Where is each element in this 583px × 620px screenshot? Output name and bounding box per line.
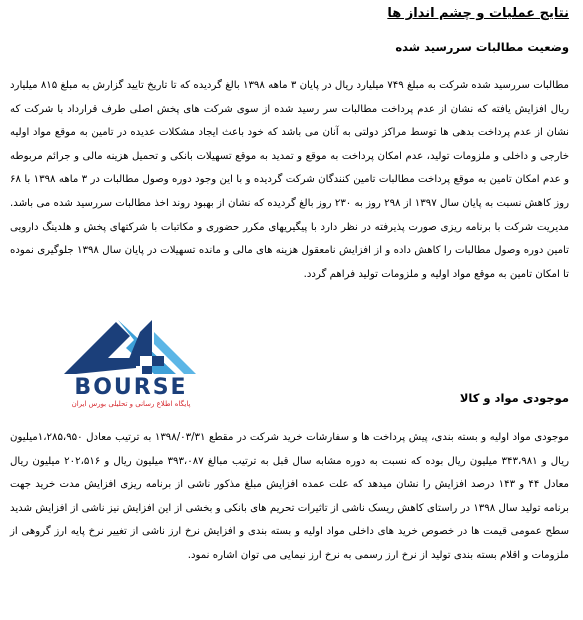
bourse-logo-mark-icon <box>56 312 206 378</box>
section-heading-receivables: وضعیت مطالبات سررسید شده <box>395 40 569 54</box>
section-body-inventory: موجودی مواد اولیه و بسته بندی، پیش پرداخت ها و سفارشات خرید شرکت در مقطع ۱۳۹۸/۰۳/۳۱ به ترتیب معادل ۱،۲۸۵،۹۵۰میلیون ریال و ۳۴۳،۹۸۱ میلیون ریال بوده که نسبت به دوره مشابه سال قبل به ترتیب مبالغ ۳۹۳،۰۸۷ میلیون ریال و ۲۰۲،۵۱۶ میلیون ریال معادل ۴۴ و ۱۴۳ درصد افزایش را نشان میدهد که علت عمده افزایش مبلغ مذکور ناشی از برنامه ریزی افزایش مدت خرید جهت برنامه تولید سال ۱۳۹۸ در راستای کاهش ریسک ناشی از تاثیرات تحریم های بانکی و بخشی از این افزایش نیز ناشی از افزایش شدید سطح عمومی قیمت ها در خصوص خرید های داخلی مواد اولیه و بسته بندی و افزایش نرخ ارز ناشی از تغییر نرخ پایه ارز گروهی از ملزومات و اقلام بسته بندی تولید از نرخ ارز رسمی به نرخ ارز نیمایی می توان اشاره نمود. <box>10 432 569 561</box>
logo-tagline: پایگاه اطلاع رسانی و تحلیلی بورس ایران <box>71 400 191 408</box>
section-body-receivables: مطالبات سررسید شده شرکت به مبلغ ۷۴۹ میلیارد ریال در پایان ۳ ماهه ۱۳۹۸ بالغ گردیده که تا تاریخ تایید گزارش به مبلغ ۸۱۵ میلیارد ریال افزایش یافته که نشان از عدم پرداخت مطالبات سر رسید شده از سوی شرکت های پخش اصلی طرف قرارداد با شرکت که نشان از عدم پرداخت بدهی ها توسط مراکز دولتی به آنان می باشد که خود باعث ایجاد مشکلات عدیده در تامین به موقع مواد اولیه خارجی و داخلی و ملزومات تولید، عدم امکان پرداخت به موقع و تمدید به موقع تسهیلات بانکی و تحمیل هزینه مالی و جرائم مربوطه و عدم امکان تامین به موقع پرداخت مطالبات تامین کنندگان شرکت گردیده و با این وجود دوره وصول مطالبات در ۳ ماهه ۱۳۹۸ با ۶۸ روز کاهش نسبت به پایان سال ۱۳۹۷ از ۲۹۸ روز به ۲۳۰ روز بالغ گردیده که نشان از بهبود روند اخذ مطالبات سررسید شده می باشد. مدیریت شرکت با برنامه ریزی صورت پذیرفته در نظر دارد با پیگیریهای مکرر حضوری و مکاتبات با شرکتهای پخش و هلدینگ دارویی تامین دوره وصول مطالبات را کاهش داده و از افزایش نامعقول هزینه های مالی و مانده تسهیلات در پایان سال ۱۳۹۸ جلوگیری نموده تا امکان تامین به موقع مواد اولیه و ملزومات تولید فراهم گردد. <box>10 80 570 280</box>
bourse-logo <box>56 312 206 412</box>
logo-left-peak-icon <box>64 322 136 374</box>
page-title: نتایج عملیات و چشم انداز ها <box>387 6 569 21</box>
logo-wordmark: BOURSE <box>74 375 188 400</box>
section-heading-inventory: موجودی مواد و کالا <box>459 391 569 405</box>
